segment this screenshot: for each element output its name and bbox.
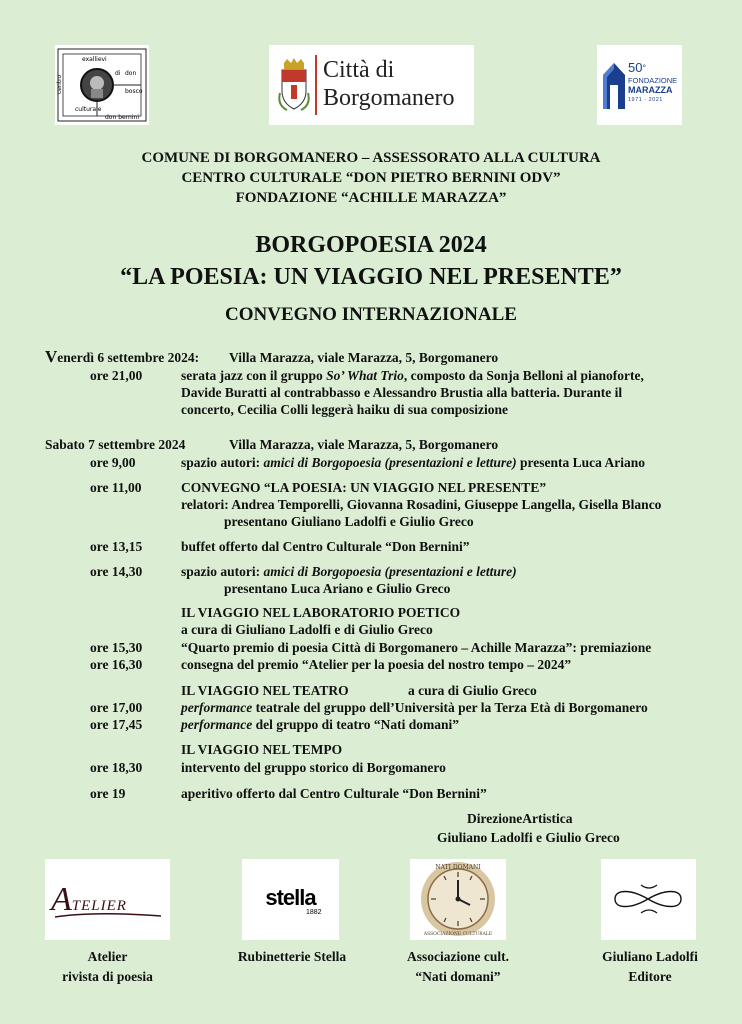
event-4-time: ore 14,30 [90,564,143,579]
citta-di-text: Città di [323,57,395,83]
sponsor-caption-atelier-1: Atelier [87,949,128,964]
anniversary-degree: ° [642,63,647,73]
logo-fondazione-marazza [597,45,682,125]
org-line-3: FONDAZIONE “ACHILLE MARAZZA” [235,190,507,206]
event-5-time: ore 15,30 [90,640,143,655]
borgomanero-text: Borgomanero [323,85,455,111]
ring-text-1: exallievi [82,56,107,63]
event-10-desc: aperitivo offerto dal Centro Culturale “Don Bernini” [181,786,487,801]
sponsor-caption-atelier-2: rivista di poesia [62,969,153,984]
saturday-date: Sabato 7 settembre 2024 [45,437,186,452]
event-type: CONVEGNO INTERNAZIONALE [225,304,517,325]
event-6-desc: consegna del premio “Atelier per la poesia del nostro tempo – 2024” [181,657,572,672]
friday-desc-1 [181,368,644,384]
logo-centro-culturale [55,45,149,125]
friday-desc-3: concerto, Cecilia Colli leggerà haiku di sua composizione [181,402,508,417]
laboratorio-cura: a cura di Giuliano Ladolfi e di Giulio Greco [181,622,433,637]
logo-citta-borgomanero [269,45,474,125]
event-1-b: amici di Borgopoesia (presentazioni e letture) [263,455,517,470]
event-1-c: presenta Luca Ariano [516,455,646,470]
ring-text-2: di [115,70,121,77]
sponsor-logo-stella [242,859,339,940]
fondazione-text: FONDAZIONE [628,76,678,85]
event-4-desc [181,564,517,580]
event-7-a: performance [181,700,253,715]
direction-label: DirezioneArtistica [467,811,573,826]
tempo-heading: IL VIAGGIO NEL TEMPO [181,742,343,757]
event-1-desc [181,455,645,471]
sponsor-logo-nati-domani [410,859,506,940]
event-2-time: ore 11,00 [90,480,142,495]
event-4-presenters: presentano Luca Ariano e Giulio Greco [224,581,451,596]
laboratorio-heading: IL VIAGGIO NEL LABORATORIO POETICO [181,605,461,620]
event-8-desc [181,717,459,733]
sponsor-caption-ladolfi-2: Editore [628,969,672,984]
event-3-desc: buffet offerto dal Centro Culturale “Don Bernini” [181,539,470,554]
sponsor-caption-stella [212,947,372,967]
clock-top-text: NATI DOMANI [435,864,481,871]
teatro-heading: IL VIAGGIO NEL TEATRO [181,683,349,698]
friday-date-rest: enerdì 6 settembre 2024: [57,350,200,365]
atelier-swash-icon [53,911,163,921]
event-4-a: spazio autori: [181,564,264,579]
event-10-time: ore 19 [90,786,126,801]
event-2-speakers: relatori: Andrea Temporelli, Giovanna Rosadini, Giuseppe Langella, Gisella Blanco [181,497,662,512]
centro-culturale-emblem-icon [55,45,149,125]
event-8-time: ore 17,45 [90,717,143,732]
sponsor-caption-nati-2: “Nati domani” [415,969,501,984]
event-subtitle: “LA POESIA: UN VIAGGIO NEL PRESENTE” [120,264,622,290]
org-line-1: COMUNE DI BORGOMANERO – ASSESSORATO ALLA CULTURA [141,150,601,166]
ring-text-5: centro [56,74,63,94]
borgomanero-coat-of-arms-icon [277,57,311,113]
sponsor-caption-nati-domani [383,947,533,987]
friday-desc-1a: serata jazz con il gruppo [181,368,327,383]
event-3-time: ore 13,15 [90,539,143,554]
ring-text-4: bosco [125,88,143,95]
ring-text-7: don bernini [105,114,139,121]
marazza-text: MARAZZA [628,85,673,95]
org-line-2: CENTRO CULTURALE “DON PIETRO BERNINI ODV” [181,170,561,186]
event-6-time: ore 16,30 [90,657,143,672]
ring-text-6: culturale [75,106,102,113]
clock-bottom-text: ASSOCIAZIONE CULTURALE [423,932,493,937]
sponsor-caption-ladolfi [570,947,730,987]
stella-logo-year: 1882 [306,909,322,916]
friday-band-name: So’ What Trio [326,368,404,383]
sponsor-logo-ladolfi [601,859,696,940]
event-title: BORGOPOESIA 2024 [255,232,487,258]
stella-logo-text: stella [265,885,316,910]
friday-venue: Villa Marazza, viale Marazza, 5, Borgomanero [229,350,499,365]
event-4-b: amici di Borgopoesia (presentazioni e letture) [263,564,517,579]
direction-names: Giuliano Ladolfi e Giulio Greco [437,830,620,845]
atelier-logo-rest: TELIER [71,898,127,914]
logo-divider [315,55,317,115]
friday-desc-1c: , composto da Sonja Belloni al pianoforte, [403,368,644,383]
friday-time: ore 21,00 [90,368,143,383]
anniversary-number: 50 [628,60,643,75]
friday-date [45,349,199,366]
marazza-years: 1971 · 2021 [628,97,663,103]
saturday-venue: Villa Marazza, viale Marazza, 5, Borgomanero [229,437,499,452]
event-7-b: teatrale del gruppo dell’Università per la Terza Età di Borgomanero [252,700,648,715]
event-5-desc: “Quarto premio di poesia Città di Borgomanero – Achille Marazza”: premiazione [181,640,652,655]
sponsor-caption-stella-1: Rubinetterie Stella [237,949,347,964]
event-8-b: del gruppo di teatro “Nati domani” [252,717,460,732]
sponsor-logo-atelier [45,859,170,940]
sponsor-caption-atelier [30,947,185,987]
ring-text-3: don [125,70,137,77]
event-7-desc [181,700,648,716]
friday-desc-2: Davide Buratti al contrabbasso e Alessandro Brustia alla batteria. Durante il [181,385,623,400]
sponsor-caption-ladolfi-1: Giuliano Ladolfi [602,949,698,964]
clock-icon [410,859,506,940]
atelier-logo-initial: A [51,881,72,918]
event-1-time: ore 9,00 [90,455,136,470]
event-9-time: ore 18,30 [90,760,143,775]
event-7-time: ore 17,00 [90,700,143,715]
infinity-swash-icon [601,859,696,940]
event-2-title: CONVEGNO “LA POESIA: UN VIAGGIO NEL PRESENTE” [181,480,547,495]
event-1-a: spazio autori: [181,455,264,470]
teatro-cura: a cura di Giulio Greco [408,683,537,698]
marazza-building-icon [601,59,627,111]
friday-date-initial: V [45,347,58,366]
event-8-a: performance [181,717,253,732]
event-2-presenters: presentano Giuliano Ladolfi e Giulio Greco [224,514,474,529]
sponsor-caption-nati-1: Associazione cult. [407,949,509,964]
event-9-desc: intervento del gruppo storico di Borgomanero [181,760,446,775]
